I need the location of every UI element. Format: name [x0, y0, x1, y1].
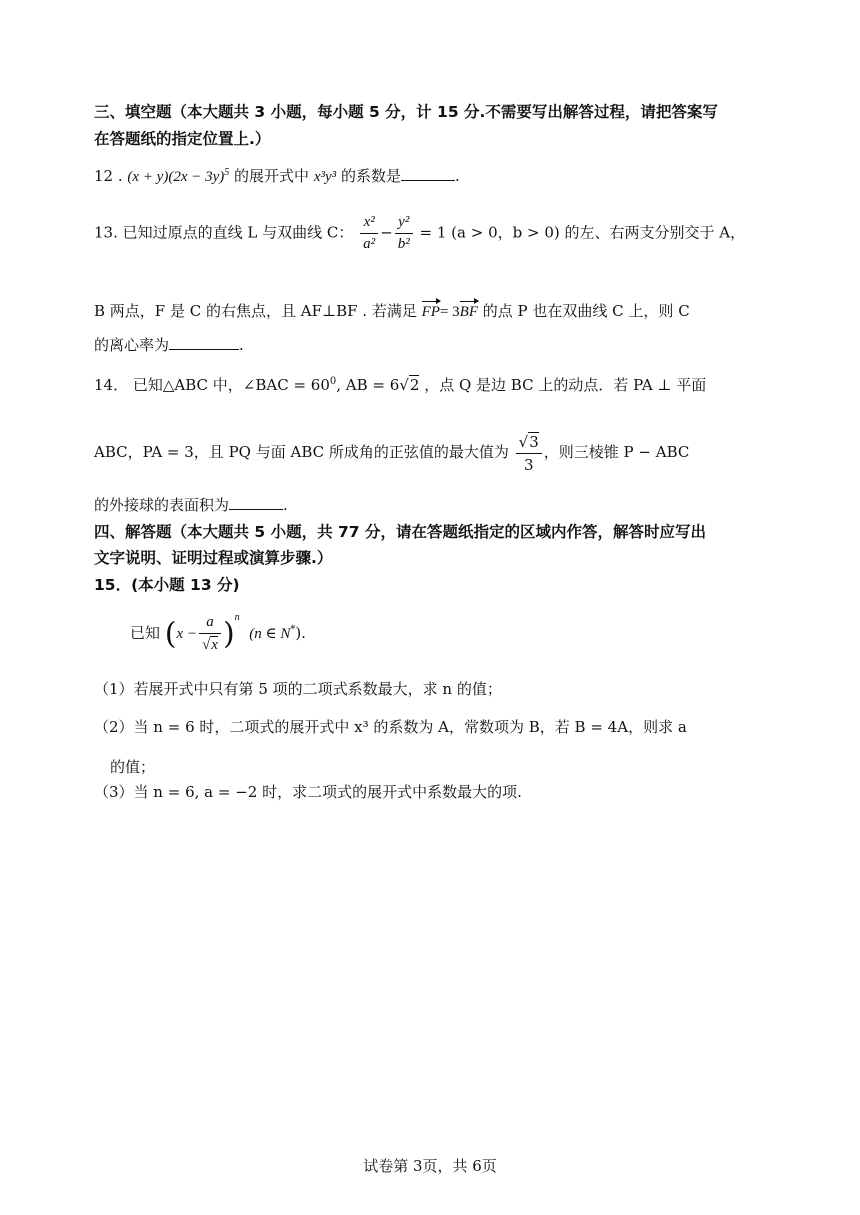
q13-line2a: B 两点，F 是 C 的右焦点，且 AF⊥BF . 若满足 — [94, 302, 417, 320]
q15-part2: （2）当 n = 6 时，二项式的展开式中 x³ 的系数为 A，常数项为 B，若 B = 4A，则求 a — [94, 718, 687, 736]
q14-line2a: ABC，PA = 3，且 PQ 与面 ABC 所成角的正弦值的最大值为 — [94, 443, 509, 461]
q14-frac-numerator-value: 3 — [529, 433, 539, 451]
question-14-line2 — [94, 432, 689, 474]
q14-line1a: 已知△ABC 中，∠BAC = 60 — [132, 376, 330, 394]
q15-given-label: 已知 — [130, 624, 161, 642]
q12-term: x³y³ — [313, 169, 337, 185]
q15-condition-end: ). — [295, 624, 306, 642]
q15-part2-continued: 的值； — [110, 758, 156, 776]
q13-frac2-numerator: y² — [398, 214, 410, 230]
q13-fraction-y — [395, 214, 413, 253]
question-13-line3 — [94, 334, 244, 355]
section-4-heading-line1: 四、解答题（本大题共 5 小题，共 77 分，请在答题纸指定的区域内作答，解答时应写出 — [94, 523, 706, 541]
q15-exponent: n — [234, 612, 240, 623]
q15-left-paren: ( — [164, 616, 177, 652]
question-12 — [94, 165, 460, 186]
q12-text1: 的展开式中 — [234, 167, 310, 185]
q15-condition-star: * — [290, 624, 296, 635]
section-3-heading-line2: 在答题纸的指定位置上.） — [94, 130, 271, 148]
q14-degree: 0 — [329, 376, 337, 387]
q15-part3: （3）当 n = 6, a = −2 时，求二项式的展开式中系数最大的项. — [94, 783, 522, 801]
q13-text1: 已知过原点的直线 L 与双曲线 C： — [122, 223, 354, 242]
q15-fraction — [199, 614, 221, 654]
q14-fraction — [516, 432, 542, 474]
q13-frac2-denominator: b² — [395, 233, 413, 253]
q12-exponent: 5 — [224, 167, 230, 178]
q12-expression: (x + y)(2x − 3y) — [127, 169, 225, 185]
q13-frac1-denominator: a² — [360, 233, 378, 253]
q13-minus: − — [380, 223, 393, 242]
q14-end: . — [283, 496, 288, 514]
question-15-title: 15．(本小题 13 分) — [94, 576, 240, 594]
q14-frac-denominator: 3 — [516, 453, 542, 474]
q15-frac-denominator: √x — [199, 633, 221, 654]
q14-line3: 的外接球的表面积为 — [94, 496, 230, 514]
q13-answer-blank[interactable] — [169, 335, 239, 350]
q14-number: 14． — [94, 376, 129, 394]
q13-number: 13. — [94, 223, 118, 242]
q13-equals: = 3 — [439, 304, 460, 320]
question-13-line2 — [94, 300, 690, 321]
q12-number: 12 . — [94, 167, 123, 185]
q14-answer-blank[interactable] — [229, 495, 283, 510]
q14-line1c: ，点 Q 是边 BC 上的动点．若 PA ⊥ 平面 — [424, 376, 707, 394]
q12-answer-blank[interactable] — [401, 166, 455, 181]
q13-frac1-numerator: x² — [363, 214, 375, 230]
q12-text2: 的系数是 — [340, 167, 401, 185]
q14-line2b: ，则三棱锥 P − ABC — [543, 443, 690, 461]
question-14-line3 — [94, 494, 288, 515]
q15-frac-numerator: a — [206, 614, 214, 630]
section-4-heading-line2: 文字说明、证明过程或演算步骤.） — [94, 549, 333, 567]
q13-end: . — [239, 336, 244, 354]
q15-condition: (n ∈ N — [249, 626, 291, 642]
q12-end: . — [454, 167, 460, 185]
q13-fraction-x — [360, 214, 378, 253]
q14-sqrt-sign: √ — [399, 376, 409, 394]
q13-vector-bf: BF — [459, 304, 478, 320]
q13-line3: 的离心率为 — [94, 336, 170, 354]
q14-line1b: , AB = 6 — [336, 376, 400, 394]
q14-sqrt-value: 2 — [409, 376, 420, 394]
question-13-line1 — [94, 214, 745, 253]
q15-part1: （1）若展开式中只有第 5 项的二项式系数最大，求 n 的值； — [94, 680, 502, 698]
q14-frac-numerator: √3 — [518, 433, 539, 451]
q15-right-paren: ) — [222, 616, 235, 652]
section-3-heading-line1: 三、填空题（本大题共 3 小题，每小题 5 分，计 15 分.不需要写出解答过程，请把答案写 — [94, 103, 718, 121]
question-15-given — [130, 612, 306, 654]
q13-text2: = 1 (a > 0，b > 0) 的左、右两支分别交于 A， — [419, 223, 746, 242]
q15-frac-denominator-value: x — [211, 637, 218, 653]
q15-x: x − — [176, 626, 198, 642]
page-footer: 试卷第 3页，共 6页 — [363, 1157, 497, 1175]
question-14-line1 — [94, 374, 706, 395]
q13-vector-fp: FP — [421, 304, 440, 320]
q13-line2b: 的点 P 也在双曲线 C 上，则 C — [482, 302, 690, 320]
